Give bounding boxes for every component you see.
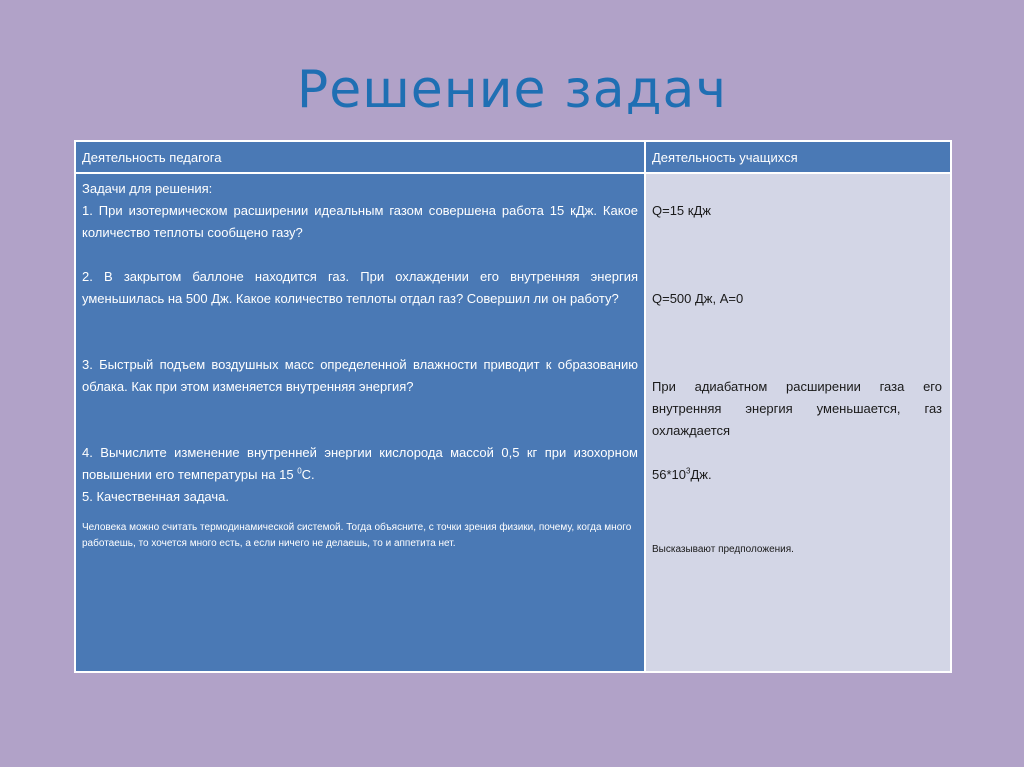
header-teacher: Деятельность педагога xyxy=(75,141,645,173)
answer-4-text: 56*10 xyxy=(652,467,686,482)
task-4-unit: С. xyxy=(301,467,315,482)
answer-4 xyxy=(652,464,942,486)
tasks-intro: Задачи для решения: xyxy=(82,181,213,196)
task-4-text: 4. Вычислите изменение внутренней энергии кислорода массой 0,5 кг при изохорном повышении его температуры на 15 xyxy=(82,445,638,482)
answer-2: Q=500 Дж, A=0 xyxy=(652,291,744,306)
task-1: 1. При изотермическом расширении идеальным газом совершена работа 15 кДж. Какое количество теплоты сообщено газу? xyxy=(82,203,638,240)
header-students: Деятельность учащихся xyxy=(645,141,951,173)
answer-1: Q=15 кДж xyxy=(652,203,711,218)
task-5: 5. Качественная задача. xyxy=(82,489,229,504)
task-4-degree: 0 xyxy=(297,466,302,476)
task-4 xyxy=(82,442,638,486)
students-cell xyxy=(645,173,951,672)
answer-3: При адиабатном расширении газа его внутренняя энергия уменьшается, газ охлаждается xyxy=(652,379,942,438)
task-5-detail: Человека можно считать термодинамической системой. Тогда объясните, с точки зрения физики, почему, когда много работаешь, то хочется много есть, а если ничего не делаешь, то и аппетита нет. xyxy=(82,522,632,549)
teacher-cell xyxy=(75,173,645,672)
task-3: 3. Быстрый подъем воздушных масс определенной влажности приводит к образованию облака. Как при этом изменяется внутренняя энергия? xyxy=(82,357,638,394)
answer-4-unit: Дж. xyxy=(690,467,712,482)
task-2: 2. В закрытом баллоне находится газ. При охлаждении его внутренняя энергия уменьшилась на 500 Дж. Какое количество теплоты отдал газ? Совершил ли он работу? xyxy=(82,269,638,306)
answer-4-exponent: 3 xyxy=(685,466,691,476)
tasks-table xyxy=(74,140,952,673)
slide-title: Решение задач xyxy=(296,60,728,120)
answer-5: Высказывают предположения. xyxy=(652,544,794,555)
